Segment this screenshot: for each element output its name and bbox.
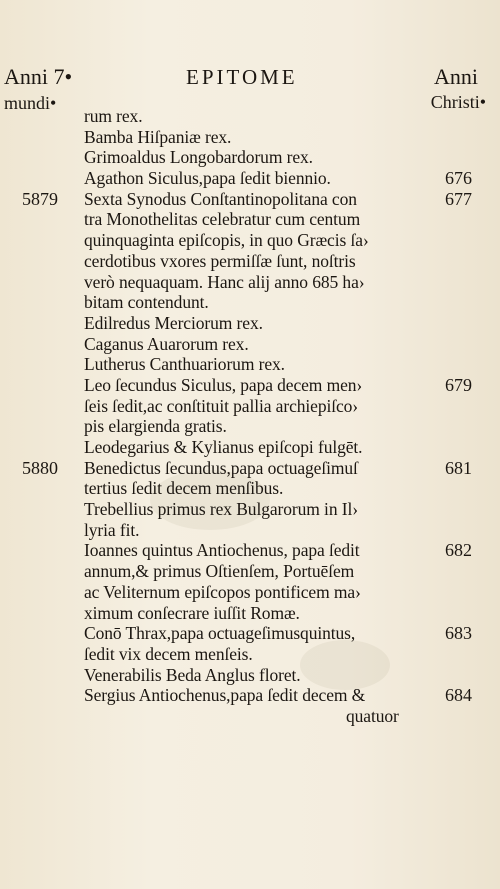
line-text: Venerabilis Beda Anglus floret. [84,664,301,685]
column-head-mundi: mundi• [4,93,57,113]
line-text: Sexta Synodus Conſtantinopolitana con [84,188,357,209]
text-line [0,375,500,396]
text-line [0,106,500,127]
anno-mundi-number: 5880 [22,457,58,478]
line-text: rum rex. [84,106,143,126]
line-text: Grimoaldus Longobardorum rex. [84,147,313,168]
line-text: verò nequaquam. Hanc alij anno 685 ha› [84,271,365,292]
text-line [0,561,500,582]
line-text: quatuor [346,705,399,726]
line-text: Conō Thrax,papa octuageſimusquintus, [84,623,356,644]
line-text: Sergius Antiochenus,papa ſedit decem & [84,685,366,706]
text-line [0,478,500,499]
line-text: Edilredus Merciorum rex. [84,312,263,333]
line-text: tra Monothelitas celebratur cum centum [84,209,361,230]
text-line [0,437,500,458]
text-line [0,251,500,272]
text-line [0,189,500,210]
line-text: annum,& primus Oſtienſem, Portuēſem [84,561,355,582]
line-text: pis elargienda gratis. [84,416,227,437]
text-line [0,396,500,417]
line-text: ſedit vix decem menſeis. [84,643,253,664]
line-text: Caganus Auarorum rex. [84,333,249,354]
anno-christi-number: 676 [445,168,472,189]
text-line [0,623,500,644]
anno-christi-number: 677 [445,188,472,209]
anno-christi-number: 681 [445,457,472,478]
text-line [0,582,500,603]
text-line [0,354,500,375]
text-line [0,209,500,230]
line-text: ac Veliternum epiſcopos pontificem ma› [84,581,361,602]
text-line [0,644,500,665]
text-line [0,665,500,686]
text-line [0,168,500,189]
text-line [0,416,500,437]
text-line [0,147,500,168]
line-text: quinquaginta epiſcopis, in quo Græcis ſa› [84,230,369,251]
line-text: Benedictus ſecundus,papa octuageſimuſ [84,457,358,478]
text-line [0,520,500,541]
text-line [0,313,500,334]
text-line [0,499,500,520]
line-text: Ioannes quintus Antiochenus, papa ſedit [84,540,360,561]
text-line [0,292,500,313]
anno-mundi-number: 5879 [22,188,58,209]
line-text: Bamba Hiſpaniæ rex. [84,126,232,147]
text-line [0,540,500,561]
text-line [0,706,500,727]
line-text: Trebellius primus rex Bulgarorum in Il› [84,499,358,520]
line-text: tertius ſedit decem menſibus. [84,478,284,499]
line-text: Lutherus Canthuariorum rex. [84,354,285,375]
text-line [0,230,500,251]
text-line [0,685,500,706]
anno-christi-number: 684 [445,685,472,706]
running-head-anni-right: Anni [434,64,478,89]
line-text: ximum conſecrare iuſſit Romæ. [84,602,300,623]
anno-christi-number: 683 [445,623,472,644]
line-text: bitam contendunt. [84,292,209,313]
line-text: Leo ſecundus Siculus, papa decem men› [84,374,363,395]
line-text: Agathon Siculus,papa ſedit biennio. [84,168,331,189]
text-line [0,272,500,293]
text-line [0,334,500,355]
line-text: cerdotibus vxores permiſſæ ſunt, noſtris [84,250,356,271]
line-text: lyria fit. [84,519,140,540]
anno-christi-number: 682 [445,540,472,561]
text-line [0,127,500,148]
running-head-anni-left: Anni 7• [4,64,73,89]
text-line [0,458,500,479]
running-head-title: EPITOME [186,65,298,89]
text-column [0,106,500,727]
column-head-christi: Christi• [430,92,486,112]
anno-christi-number: 679 [445,374,472,395]
line-text: Leodegarius & Kylianus epiſcopi fulgēt. [84,437,363,457]
text-line [0,603,500,624]
line-text: ſeis ſedit,ac conſtituit pallia archiepiſco› [84,395,359,416]
